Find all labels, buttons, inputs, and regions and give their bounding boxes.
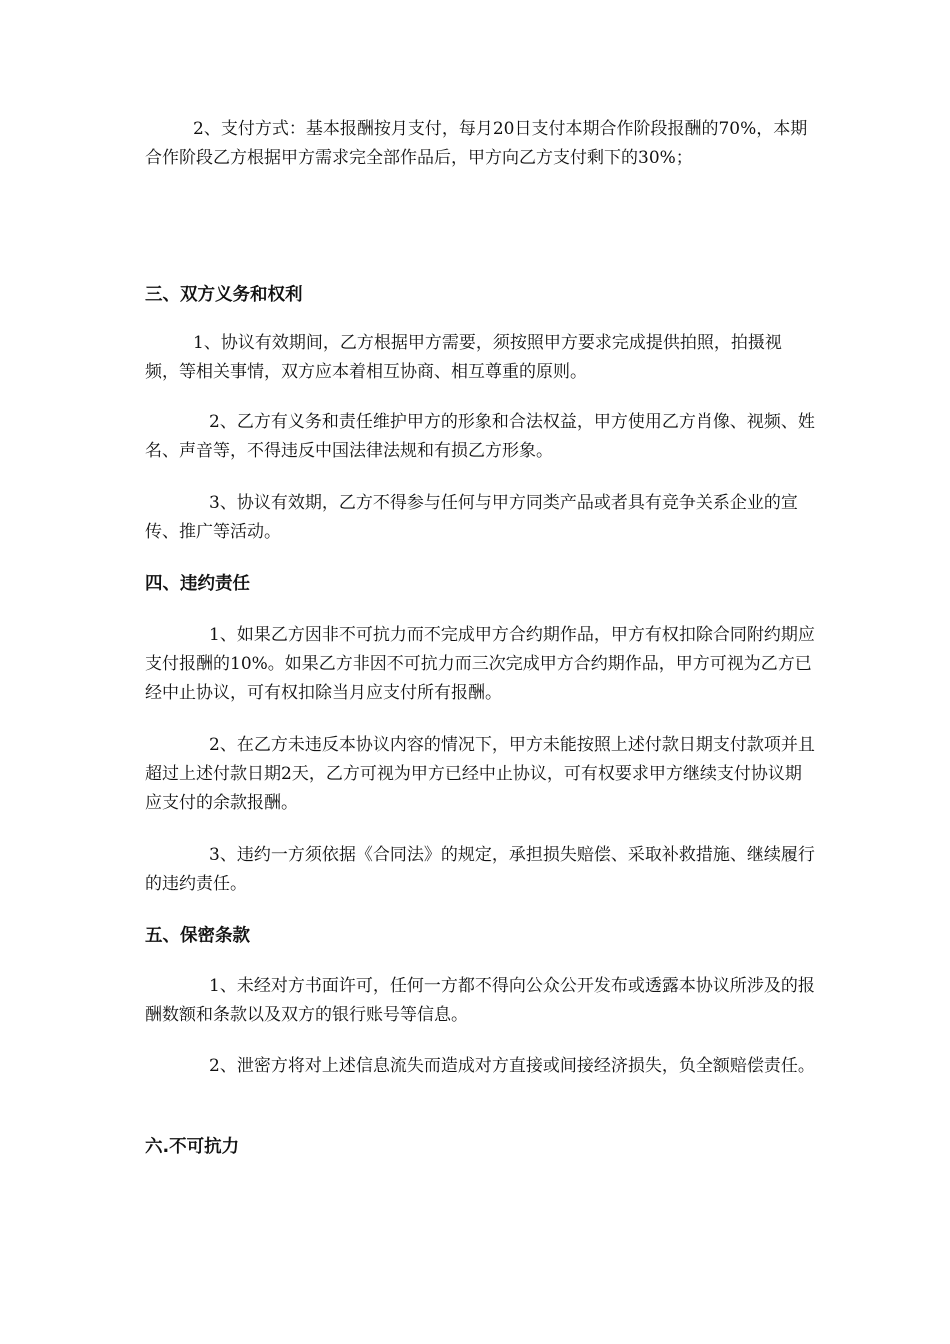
section-5-paragraph-1: 1、未经对方书面许可，任何一方都不得向公众公开发布或透露本协议所涉及的报酬数额和条款以及双方的银行账号等信息。	[145, 976, 815, 1025]
section-4-title: 四、违约责任	[145, 574, 250, 594]
section-5-paragraph-2: 2、泄密方将对上述信息流失而造成对方直接或间接经济损失，负全额赔偿责任。	[209, 1056, 815, 1076]
payment-method-paragraph: 2、支付方式：基本报酬按月支付，每月20日支付本期合作阶段报酬的70%，本期合作阶段乙方根据甲方需求完全部作品后，甲方向乙方支付剩下的30%；	[145, 119, 808, 168]
section-4-paragraph-2: 2、在乙方未违反本协议内容的情况下，甲方未能按照上述付款日期支付款项并且超过上述付款日期2天，乙方可视为甲方已经中止协议，可有权要求甲方继续支付协议期应支付的余款报酬。	[145, 735, 815, 813]
section-3-paragraph-2: 2、乙方有义务和责任维护甲方的形象和合法权益，甲方使用乙方肖像、视频、姓名、声音等，不得违反中国法律法规和有损乙方形象。	[145, 412, 815, 461]
section-3-paragraph-1: 1、协议有效期间，乙方根据甲方需要，须按照甲方要求完成提供拍照，拍摄视频，等相关事情，双方应本着相互协商、相互尊重的原则。	[145, 333, 782, 382]
section-3-paragraph-3: 3、协议有效期，乙方不得参与任何与甲方同类产品或者具有竞争关系企业的宣传、推广等活动。	[145, 493, 798, 542]
section-4-paragraph-1: 1、如果乙方因非不可抗力而不完成甲方合约期作品，甲方有权扣除合同附约期应支付报酬的10%。如果乙方非因不可抗力而三次完成甲方合约期作品，甲方可视为乙方已经中止协议，可有权扣除当月应支付所有报酬。	[145, 625, 815, 703]
section-3-title: 三、双方义务和权利	[145, 285, 303, 305]
section-5-title: 五、保密条款	[145, 926, 250, 946]
section-6-title: 六.不可抗力	[145, 1137, 240, 1157]
section-4-paragraph-3: 3、违约一方须依据《合同法》的规定，承担损失赔偿、采取补救措施、继续履行的违约责任。	[145, 845, 815, 894]
